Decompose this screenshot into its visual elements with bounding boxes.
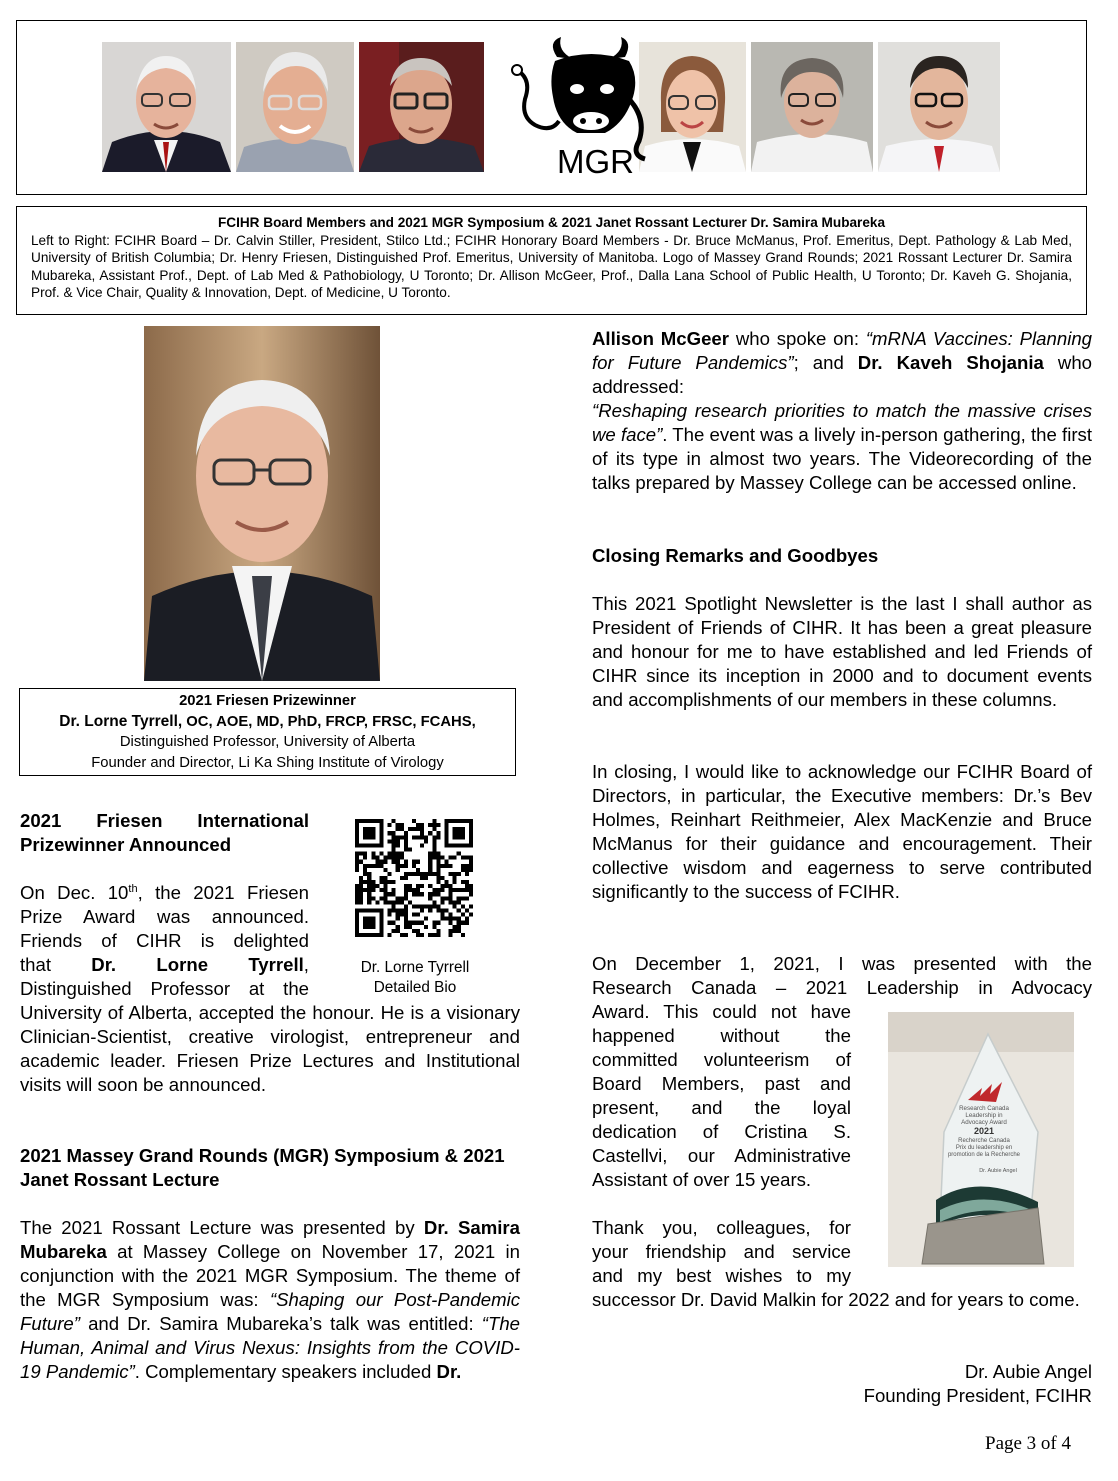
- page-number: Page 3 of 4: [985, 1433, 1072, 1454]
- plaque-line3: Advocacy Award: [961, 1119, 1007, 1126]
- qr-caption-line2: Detailed Bio: [373, 979, 457, 996]
- massey-text-e: and Dr. Samira Mubareka’s talk was entitled:: [79, 1313, 482, 1334]
- friesen-line4: [20, 953, 309, 977]
- prizewinner-name: Dr. Lorne Tyrrell,: [59, 712, 183, 730]
- plaque-line8: Dr. Aubie Angel: [979, 1168, 1017, 1174]
- speakers-text-4: ; and: [793, 352, 858, 373]
- massey-text-h: Dr.: [436, 1361, 462, 1382]
- prizewinner-caption: [19, 688, 516, 776]
- plaque-line6: Prix du leadership en: [955, 1145, 1013, 1151]
- speakers-text-2: who spoke on:: [729, 328, 866, 349]
- banner-caption-title: FCIHR Board Members and 2021 MGR Symposium & 2021 Janet Rossant Lecturer Dr. Samira Mubareka: [217, 215, 886, 230]
- friesen-line2: Prize Award was announced.: [20, 906, 309, 927]
- massey-text-a: The 2021 Rossant Lecture was presented by: [20, 1217, 424, 1238]
- closing-heading: Closing Remarks and Goodbyes: [592, 545, 879, 566]
- massey-theme: “Shaping our Post-Pandemic Future”: [20, 1289, 520, 1334]
- friesen-heading-line2: Prizewinner Announced: [20, 834, 232, 855]
- friesen-line4b: Dr.: [91, 954, 117, 975]
- friesen-line4d: Tyrrell: [248, 954, 304, 975]
- prizewinner-title: 2021 Friesen Prizewinner: [179, 693, 356, 709]
- portrait-stiller: [102, 42, 231, 172]
- award-line-5: committed volunteerism of: [592, 1049, 851, 1070]
- plaque-line5: Recherche Canada: [958, 1138, 1010, 1144]
- massey-talk-title: “The Human, Animal and Virus Nexus: Insights from the COVID-19 Pandemic”: [20, 1313, 520, 1382]
- friesen-line4a: that: [20, 954, 52, 975]
- award-line-4: happened without the: [592, 1025, 851, 1046]
- award-line-3: Award. This could not have: [592, 1001, 851, 1022]
- massey-speaker-name: Dr. Samira Mubareka: [20, 1217, 520, 1262]
- friesen-line5: Distinguished Professor at the: [20, 978, 309, 999]
- prizewinner-credentials: OC, AOE, MD, PhD, FRCP, FRSC, FCAHS,: [182, 713, 476, 730]
- thanks-line-3: and my best wishes to my: [592, 1265, 851, 1286]
- massey-text-c: at Massey College on November 17, 2021 in conjunction with the 2021 MGR Symposium. The theme of the MGR Symposium was:: [20, 1241, 520, 1310]
- friesen-paragraph-rest: University of Alberta, accepted the honour. He is a visionary Clinician-Scientist, creative virologist, entrepreneur and academic leader. Friesen Prize Lectures and Institutional visits will soon be announced.: [20, 1002, 520, 1095]
- plaque-line7: promotion de la Recherche: [947, 1152, 1021, 1158]
- friesen-line4c: Lorne: [156, 954, 209, 975]
- plaque-line1: Research Canada: [959, 1105, 1009, 1112]
- massey-heading: 2021 Massey Grand Rounds (MGR) Symposium & 2021 Janet Rossant Lecture: [20, 1145, 505, 1190]
- advocacy-award-photo: [888, 1012, 1074, 1267]
- award-line-8: dedication of Cristina S.: [592, 1121, 851, 1142]
- closing-paragraph-2: In closing, I would like to acknowledge our FCIHR Board of Directors, in particular, the Executive members: Dr.’s Bev Holmes, Reinhart Reithmeier, Alex MacKenzie and Bruce McManus for their guidance and encouragement. Their collective wisdom and eagerness to serve contributed significantly to the success of FCIHR.: [592, 761, 1092, 902]
- closing-paragraph-1: This 2021 Spotlight Newsletter is the last I shall author as President of Friends of CIHR. It has been a great pleasure and honour for me to have established and led Friends of CIHR since its inception in 2000 and to document events and accomplishments of our members in these columns.: [592, 593, 1092, 710]
- speaker-shojania: Dr. Kaveh Shojania: [857, 352, 1044, 373]
- massey-text-g: . Complementary speakers included: [134, 1361, 437, 1382]
- signature-title: Founding President, FCIHR: [863, 1385, 1092, 1406]
- award-line-2: Research Canada – 2021 Leadership in Advocacy: [592, 977, 1092, 998]
- speakers-text-6: who addressed:: [592, 352, 1092, 397]
- speakers-text-8: . The event was a lively in-person gathering, the first of its type in almost two years. The Videorecording of the talks prepared by Massey College can be accessed online.: [592, 424, 1092, 493]
- tyrrell-portrait: [144, 326, 380, 681]
- friesen-line4e: ,: [303, 954, 309, 975]
- qr-code-icon[interactable]: [355, 819, 473, 937]
- banner-caption-body: Left to Right: FCIHR Board – Dr. Calvin Stiller, President, Stilco Ltd.; FCIHR Honorary Board Members - Dr. Bruce McManus, Prof. Emeritus, Dept. Pathology & Lab Med, University of British Columbia; Dr. Henry Friesen, Distinguished Prof. Emeritus, University of Manitoba. Logo of Massey Grand Rounds; 2021 Rossant Lecturer Dr. Samira Mubareka, Assistant Prof., Dept. of Lab Med & Pathobiology, U Toronto; Dr. Allison McGeer, Prof., Dalla Lana School of Public Health, U Toronto; Dr. Kaveh G. Shojania, Prof. & Vice Chair, Quality & Innovation, Dept. of Medicine, U Toronto.: [31, 232, 1072, 301]
- friesen-line1-sup: th: [128, 882, 138, 895]
- shojania-talk-title: “Reshaping research priorities to match the massive crises we face”: [592, 400, 1092, 445]
- photo-banner: [16, 20, 1087, 195]
- portrait-mcmanus: [236, 42, 354, 172]
- portrait-shojania: [878, 42, 1000, 172]
- prizewinner-position: Distinguished Professor, University of Alberta: [119, 734, 416, 750]
- qr-caption: [330, 957, 500, 998]
- thanks-rest: successor Dr. David Malkin for 2022 and for years to come.: [592, 1289, 1080, 1310]
- massey-paragraph: [20, 1216, 520, 1384]
- mcgeer-talk-title: “mRNA Vaccines: Planning for Future Pandemics”: [592, 328, 1093, 373]
- award-line-9: Castellvi, our Administrative: [592, 1145, 851, 1166]
- prizewinner-institute: Founder and Director, Li Ka Shing Institute of Virology: [91, 754, 444, 771]
- friesen-line3: Friends of CIHR is delighted: [20, 930, 309, 951]
- thanks-line-1: Thank you, colleagues, for: [592, 1217, 851, 1238]
- portrait-friesen: [359, 42, 484, 172]
- friesen-line1: [20, 881, 309, 905]
- award-line-7: present, and the loyal: [592, 1097, 851, 1118]
- thanks-line-2: your friendship and service: [592, 1241, 851, 1262]
- friesen-heading-line1: 2021 Friesen International: [20, 810, 309, 831]
- prizewinner-name-line: [20, 712, 515, 733]
- award-line-1: On December 1, 2021, I was presented with the: [592, 953, 1092, 974]
- banner-caption: [16, 206, 1087, 315]
- friesen-line1b: , the 2021 Friesen: [137, 882, 309, 903]
- plaque-year: 2021: [973, 1126, 995, 1136]
- award-line-6: Board Members, past and: [592, 1073, 851, 1094]
- portrait-mcgeer: [751, 42, 873, 172]
- mgr-logo-text: MGR: [557, 143, 634, 180]
- award-line-10: Assistant of over 15 years.: [592, 1169, 812, 1190]
- plaque-line2: Leadership in: [965, 1112, 1003, 1119]
- qr-caption-line1: Dr. Lorne Tyrrell: [360, 959, 470, 976]
- speakers-paragraph: [592, 327, 1092, 495]
- speaker-mcgeer: Allison McGeer: [592, 328, 730, 349]
- friesen-line1a: On Dec. 10: [20, 882, 129, 903]
- signature-name: Dr. Aubie Angel: [964, 1361, 1092, 1382]
